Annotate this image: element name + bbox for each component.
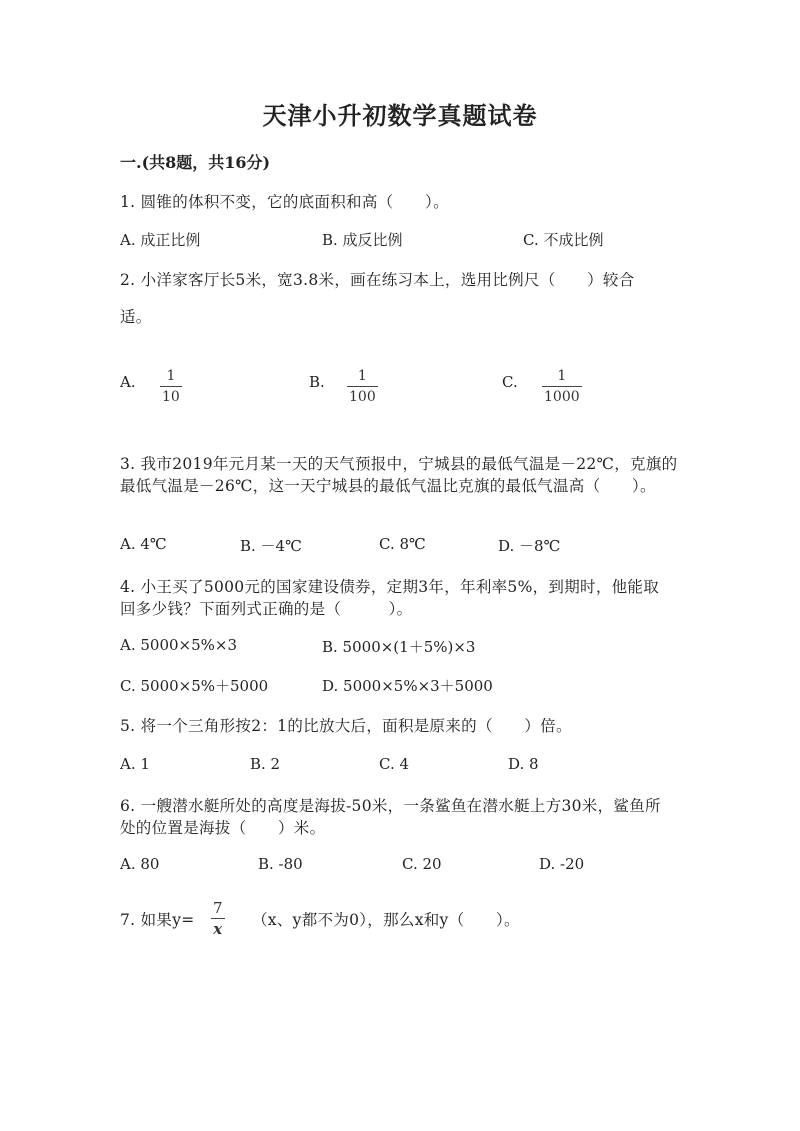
- fraction-numerator: 1: [357, 368, 367, 384]
- q2-option-b-label: B.: [309, 373, 325, 391]
- fraction-denominator: 1000: [544, 389, 580, 405]
- page-title: 天津小升初数学真题试卷: [262, 101, 538, 130]
- q6-option-c: C. 20: [402, 855, 442, 873]
- question-1: 1. 圆锥的体积不变，它的底面积和高（ ）。: [120, 193, 449, 211]
- q1-option-b: B. 成反比例: [322, 231, 403, 249]
- q1-option-c: C. 不成比例: [523, 231, 604, 249]
- fraction-bar: [211, 918, 225, 919]
- q5-option-d: D. 8: [508, 755, 539, 773]
- q3-option-d: D. －8℃: [498, 537, 561, 555]
- q2-option-b-fraction: [347, 368, 378, 405]
- fraction-bar: [160, 386, 182, 387]
- question-5: 5. 将一个三角形按2：1的比放大后，面积是原来的（ ）倍。: [120, 717, 572, 735]
- fraction-bar: [347, 386, 378, 387]
- q2-option-c-fraction: [542, 368, 582, 405]
- q2-option-a-label: A.: [120, 373, 136, 391]
- q6-option-d: D. -20: [539, 855, 585, 873]
- question-2-line-2: 适。: [120, 308, 152, 326]
- q5-option-c: C. 4: [379, 755, 410, 773]
- q2-option-c-label: C.: [502, 373, 518, 391]
- question-6-line-1: 6. 一艘潜水艇所处的高度是海拔-50米，一条鲨鱼在潜水艇上方30米，鲨鱼所: [120, 797, 661, 815]
- question-7-prefix: 7. 如果y=: [120, 911, 195, 929]
- question-2-line-1: 2. 小洋家客厅长5米，宽3.8米，画在练习本上，选用比例尺（ ）较合: [120, 271, 635, 289]
- question-3-line-1: 3. 我市2019年元月某一天的天气预报中，宁城县的最低气温是－22℃，克旗的: [120, 455, 678, 473]
- q6-option-b: B. -80: [258, 855, 303, 873]
- q4-option-c: C. 5000×5%＋5000: [120, 677, 269, 695]
- fraction-numerator: 7: [213, 899, 223, 917]
- fraction-denominator: 100: [349, 389, 376, 405]
- q5-option-a: A. 1: [120, 755, 150, 773]
- q3-option-a: A. 4℃: [120, 535, 167, 553]
- fraction-numerator: 1: [166, 368, 176, 384]
- q3-option-c: C. 8℃: [379, 535, 426, 553]
- q3-option-b: B. －4℃: [240, 537, 302, 555]
- q7-fraction: [211, 900, 225, 937]
- fraction-denominator: 10: [162, 389, 180, 405]
- q5-option-b: B. 2: [250, 755, 281, 773]
- fraction-numerator: 1: [557, 368, 567, 384]
- question-4-line-2: 回多少钱？下面列式正确的是（ ）。: [120, 600, 413, 618]
- q6-option-a: A. 80: [120, 855, 160, 873]
- q4-option-a: A. 5000×5%×3: [120, 636, 238, 654]
- q1-option-a: A. 成正比例: [120, 231, 201, 249]
- q2-option-a-fraction: [160, 368, 182, 405]
- q4-option-b: B. 5000×(1＋5%)×3: [322, 638, 476, 656]
- question-7-suffix: （x、y都不为0），那么x和y（ ）。: [252, 911, 520, 929]
- question-3-line-2: 最低气温是－26℃，这一天宁城县的最低气温比克旗的最低气温高（ ）。: [120, 477, 656, 495]
- fraction-denominator: x: [213, 920, 223, 938]
- q4-option-d: D. 5000×5%×3＋5000: [322, 677, 493, 695]
- section-heading: 一.(共8题，共16分): [120, 153, 271, 172]
- question-4-line-1: 4. 小王买了5000元的国家建设债券，定期3年，年利率5%，到期时，他能取: [120, 578, 660, 596]
- fraction-bar: [542, 386, 582, 387]
- question-6-line-2: 处的位置是海拔（ ）米。: [120, 819, 326, 837]
